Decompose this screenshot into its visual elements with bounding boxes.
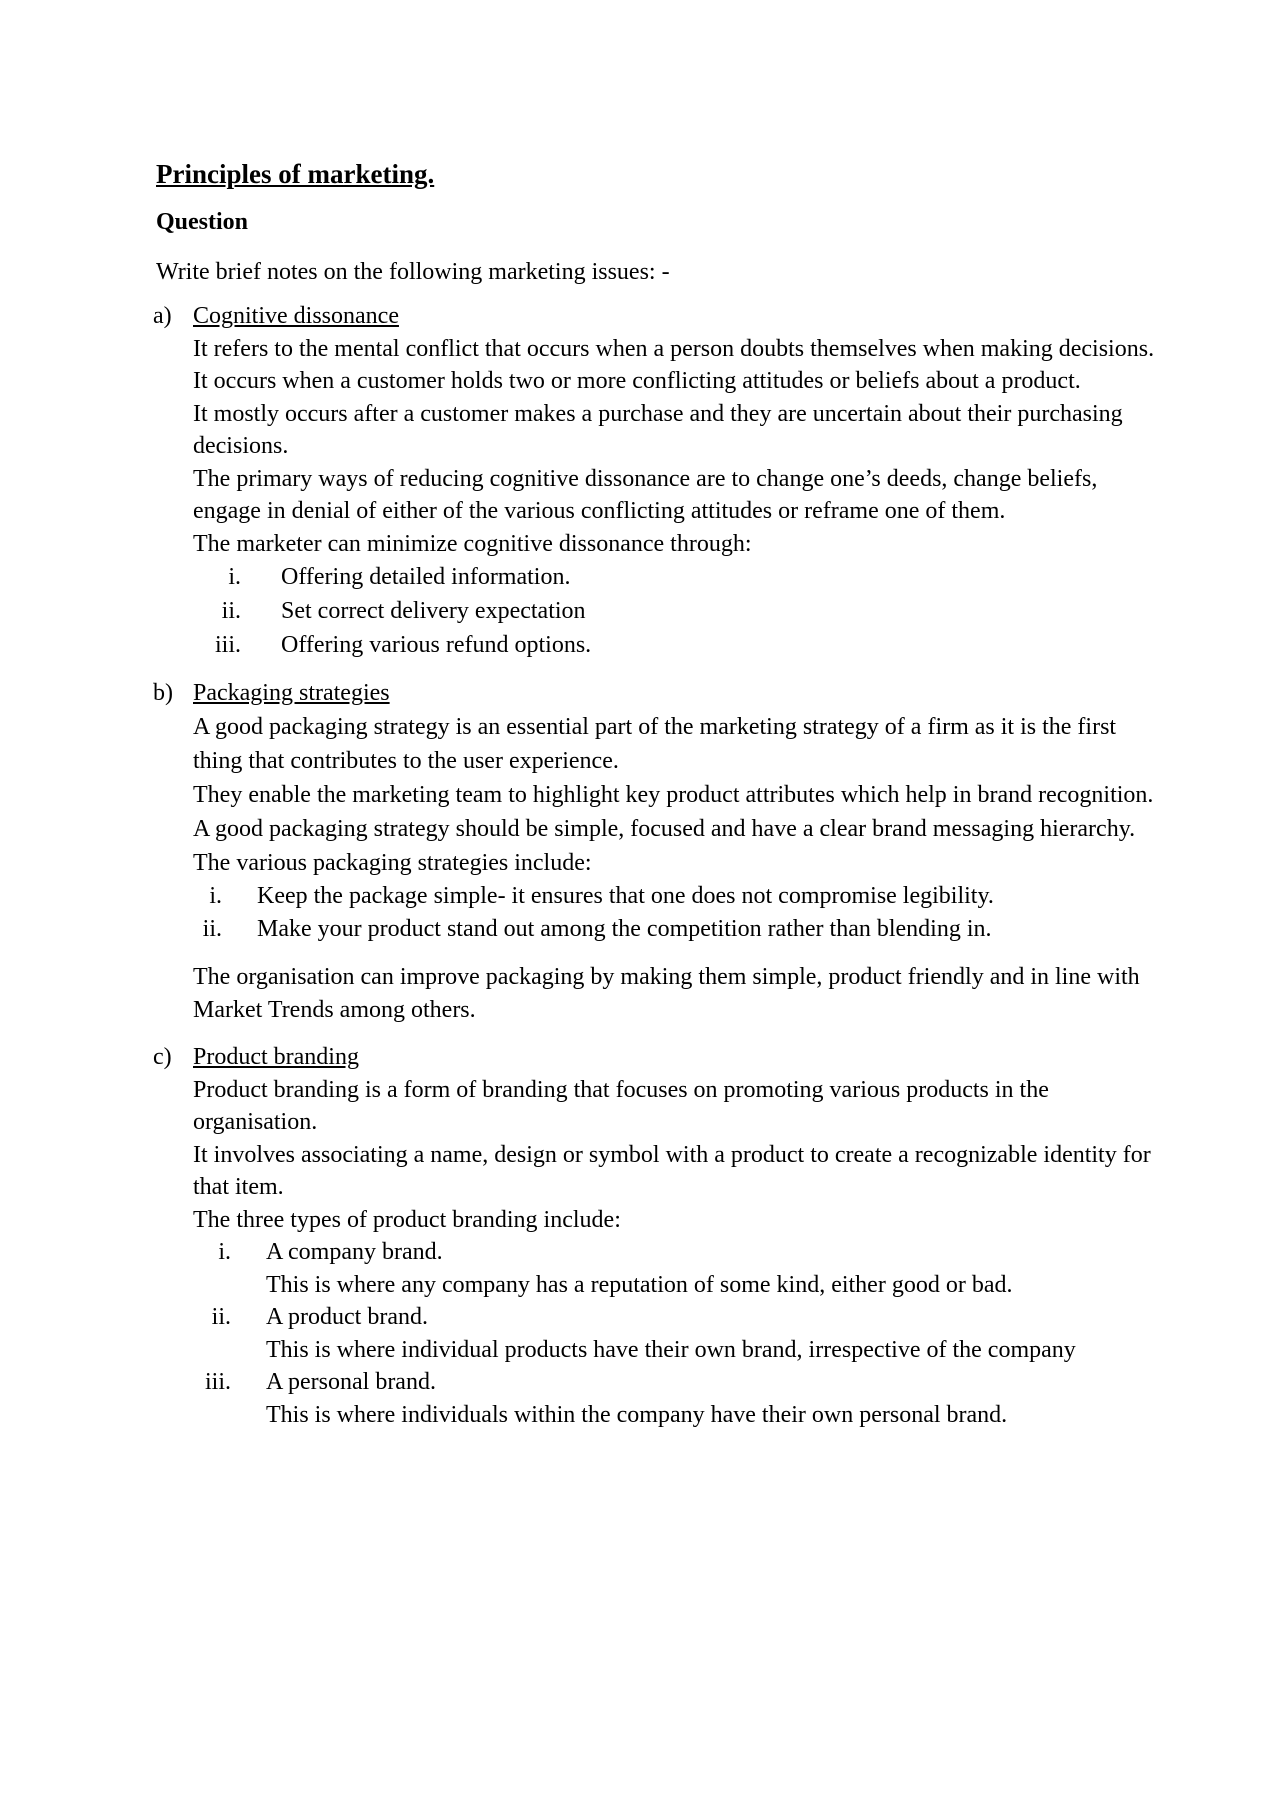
paragraph: It refers to the mental conflict that occurs when a person doubts themselves when making decisions.: [193, 335, 1155, 362]
section-heading: Cognitive dissonance: [193, 303, 399, 329]
list-number: ii.: [211, 1304, 231, 1330]
list-item-text: This is where individuals within the company have their own personal brand.: [266, 1401, 1008, 1428]
list-item-text: Keep the package simple- it ensures that one does not compromise legibility.: [257, 883, 994, 909]
paragraph: The various packaging strategies include:: [193, 850, 592, 876]
list-item: [193, 594, 1156, 628]
section-cognitive-dissonance: [153, 300, 1156, 662]
list-number: i.: [218, 1239, 231, 1265]
list-item-text: Offering various refund options.: [281, 632, 592, 658]
list-item: [193, 1366, 1156, 1431]
roman-list: [193, 560, 1156, 662]
paragraph: It mostly occurs after a customer makes a purchase and they are uncertain about their purchasing decisions.: [193, 400, 1123, 459]
list-item-text: Offering detailed information.: [281, 564, 571, 590]
list-item-title: A personal brand.: [266, 1369, 436, 1395]
list-item-text: This is where any company has a reputation of some kind, either good or bad.: [266, 1271, 1013, 1298]
roman-list: [193, 880, 1156, 946]
paragraph: It occurs when a customer holds two or more conflicting attitudes or beliefs about a product.: [193, 368, 1081, 394]
section-marker: a): [153, 303, 172, 329]
list-number: iii.: [204, 1369, 231, 1395]
list-item-title: A product brand.: [266, 1304, 428, 1330]
list-item-title: A company brand.: [266, 1239, 443, 1265]
list-number: ii.: [221, 598, 241, 624]
list-item: [193, 628, 1156, 662]
document-title: Principles of marketing.: [156, 159, 435, 189]
list-item: [193, 880, 1156, 913]
list-item: [193, 1236, 1156, 1301]
section-packaging-strategies: [153, 676, 1156, 1026]
list-item: [193, 1301, 1156, 1366]
list-number: i.: [228, 564, 241, 590]
question-label: Question: [156, 209, 249, 235]
paragraph: A good packaging strategy is an essential part of the marketing strategy of a firm as it is the first thing that contributes to the user experience.: [193, 714, 1117, 774]
paragraph: The marketer can minimize cognitive dissonance through:: [193, 530, 752, 557]
paragraph: The three types of product branding include:: [193, 1206, 621, 1233]
list-item-text: Set correct delivery expectation: [281, 598, 586, 624]
paragraph: The primary ways of reducing cognitive dissonance are to change one’s deeds, change beliefs, engage in denial of either of the various conflicting attitudes or reframe one of them.: [193, 465, 1098, 524]
paragraph: Product branding is a form of branding that focuses on promoting various products in the organisation.: [193, 1076, 1049, 1135]
paragraph: A good packaging strategy should be simple, focused and have a clear brand messaging hierarchy.: [193, 816, 1136, 842]
list-item: [193, 560, 1156, 594]
list-item-text: This is where individual products have their own brand, irrespective of the company: [266, 1336, 1076, 1363]
roman-list: [193, 1236, 1156, 1431]
section-product-branding: [153, 1041, 1156, 1431]
paragraph: It involves associating a name, design or symbol with a product to create a recognizable identity for that item.: [193, 1141, 1151, 1200]
list-number: iii.: [214, 632, 241, 658]
section-marker: c): [153, 1044, 172, 1070]
section-heading: Product branding: [193, 1044, 359, 1070]
list-item: [193, 913, 1156, 946]
section-heading: Packaging strategies: [193, 680, 390, 706]
section-marker: b): [153, 680, 173, 706]
document-body: [153, 152, 1156, 1431]
closing-paragraph: The organisation can improve packaging by making them simple, product friendly and in line with Market Trends among others.: [193, 964, 1140, 1023]
paragraph: They enable the marketing team to highlight key product attributes which help in brand recognition.: [193, 782, 1154, 808]
list-item-text: Make your product stand out among the competition rather than blending in.: [257, 916, 992, 942]
question-intro: Write brief notes on the following marketing issues: -: [156, 259, 670, 285]
list-number: i.: [209, 883, 222, 909]
list-number: ii.: [202, 916, 222, 942]
